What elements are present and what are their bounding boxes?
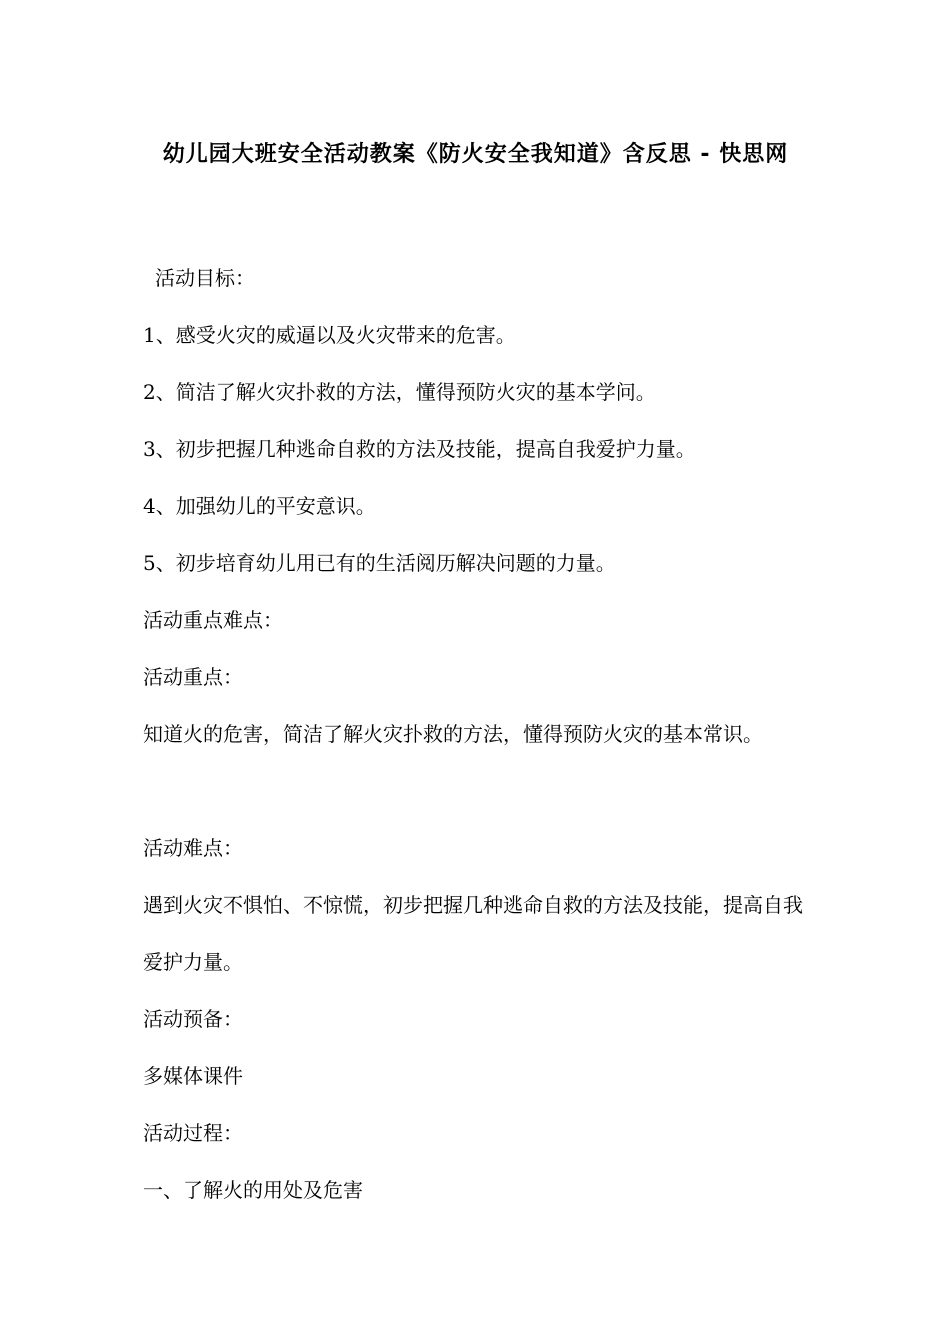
paragraph-goal-3: 3、初步把握几种逃命自救的方法及技能，提高自我爱护力量。 [143,437,696,461]
document-title: 幼儿园大班安全活动教案《防火安全我知道》含反思 - 快思网 [162,142,789,167]
paragraph-preparation-heading: 活动预备： [143,1007,243,1031]
paragraph-process-step-1: 一、了解火的用处及危害 [143,1178,363,1202]
paragraph-key-points-text: 知道火的危害，简洁了解火灾扑救的方法，懂得预防火灾的基本常识。 [143,722,763,746]
paragraph-goal-5: 5、初步培育幼儿用已有的生活阅历解决问题的力量。 [143,551,616,575]
paragraph-difficulty-heading: 活动难点： [143,836,243,860]
paragraph-difficulty-text: 遇到火灾不惧怕、不惊慌，初步把握几种逃命自救的方法及技能，提高自我爱护力量。 [143,893,803,974]
paragraph-key-difficulty-heading: 活动重点难点： [143,608,283,632]
paragraph-key-points-heading: 活动重点： [143,665,243,689]
paragraph-activity-goals-heading: 活动目标： [155,266,255,290]
paragraph-preparation-text: 多媒体课件 [143,1064,243,1088]
paragraph-goal-4: 4、加强幼儿的平安意识。 [143,494,376,518]
paragraph-goal-2: 2、简洁了解火灾扑救的方法，懂得预防火灾的基本学问。 [143,380,656,404]
paragraph-goal-1: 1、感受火灾的威逼以及火灾带来的危害。 [143,323,516,347]
paragraph-process-heading: 活动过程： [143,1121,243,1145]
